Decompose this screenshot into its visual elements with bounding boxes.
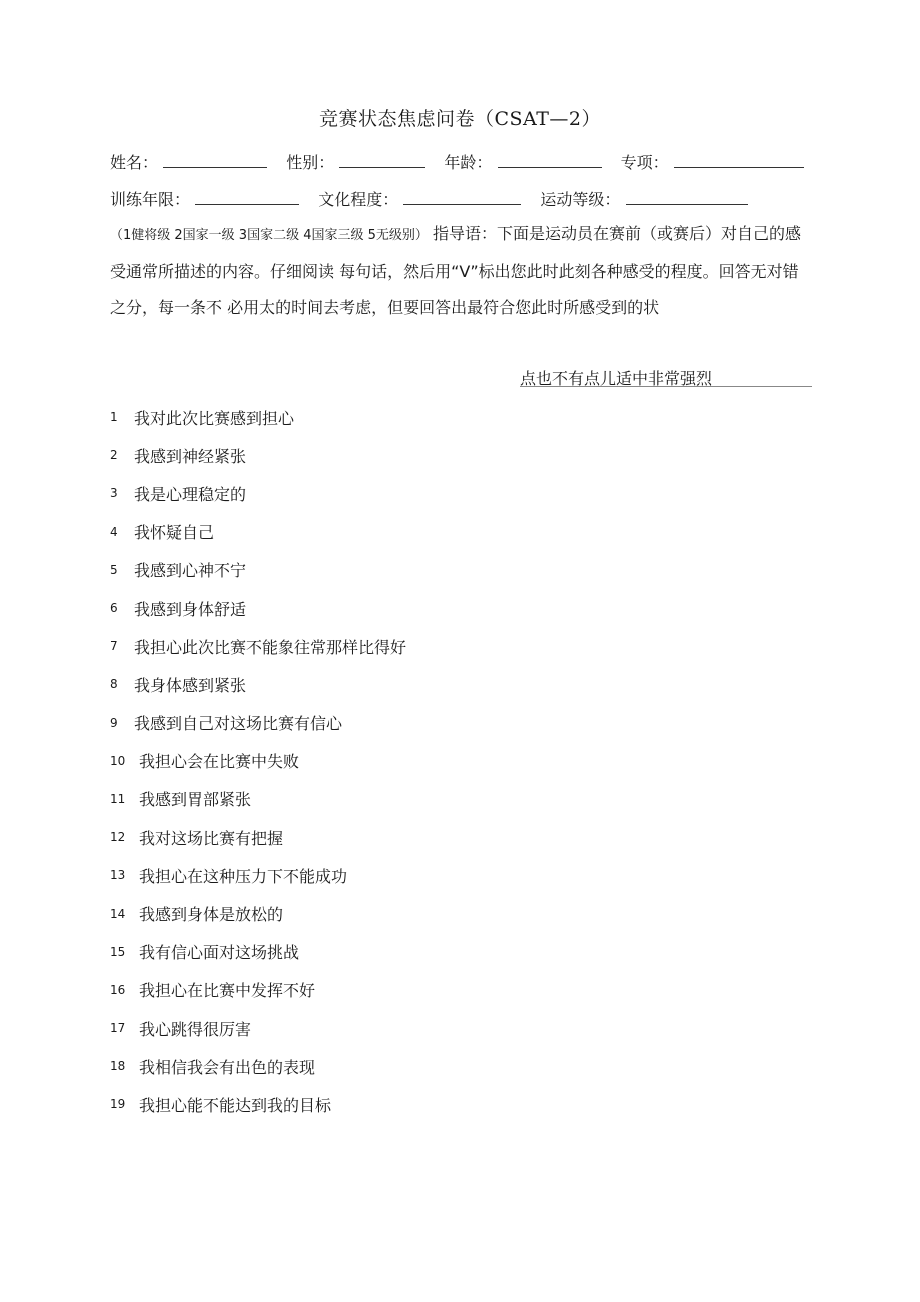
gender-label: 性别： [286,153,335,172]
item-text: 我身体感到紧张 [134,675,247,695]
item-number: 6 [110,601,118,616]
item-text: 我相信我会有出色的表现 [139,1057,316,1077]
item-text: 我担心会在比赛中失败 [139,752,300,772]
scale-underline [520,386,812,387]
item-text: 我担心能不能达到我的目标 [139,1095,332,1115]
list-item[interactable] [110,818,406,856]
specialty-field[interactable] [674,153,804,168]
item-number: 1 [110,410,118,425]
list-item[interactable] [110,436,406,474]
item-text: 我对此次比赛感到担心 [134,408,295,428]
education-field[interactable] [403,190,521,205]
item-text: 我是心理稳定的 [134,484,247,504]
list-item[interactable] [110,1085,406,1123]
item-text: 我感到神经紧张 [134,446,247,466]
sport-grade-field[interactable] [626,190,748,205]
item-text: 我感到身体是放松的 [139,905,284,925]
item-text: 我感到自己对这场比赛有信心 [134,714,343,734]
item-number: 16 [110,982,126,997]
item-number: 4 [110,524,118,539]
item-number: 12 [110,830,126,845]
grade-options: （1健将级 2国家一级 3国家二级 4国家三级 5无级别） [110,228,428,243]
item-text: 我担心此次比赛不能象往常那样比得好 [134,637,407,657]
age-field[interactable] [498,153,602,168]
list-item[interactable] [110,894,406,932]
item-number: 7 [110,639,118,654]
list-item[interactable] [110,513,406,551]
list-item[interactable] [110,780,406,818]
item-text: 我担心在这种压力下不能成功 [139,866,348,886]
item-text: 我担心在比赛中发挥不好 [139,981,316,1001]
instructions [110,216,810,326]
scale-header: 点也不有点儿适中非常强烈 [520,369,713,388]
list-item[interactable] [110,589,406,627]
info-row-1 [110,150,804,173]
item-text: 我怀疑自己 [134,523,215,543]
list-item[interactable] [110,474,406,512]
sport-grade-label: 运动等级： [540,190,621,209]
list-item[interactable] [110,933,406,971]
list-item[interactable] [110,742,406,780]
list-item[interactable] [110,1009,406,1047]
page-title: 竞赛状态焦虑问卷（CSAT—2） [319,108,601,130]
name-field[interactable] [163,153,267,168]
item-text: 我感到心神不宁 [134,561,247,581]
specialty-label: 专项： [620,153,669,172]
list-item[interactable] [110,1047,406,1085]
list-item[interactable] [110,627,406,665]
item-text: 我有信心面对这场挑战 [139,943,300,963]
item-text: 我心跳得很厉害 [139,1019,252,1039]
item-number: 14 [110,906,126,921]
age-label: 年龄： [444,153,493,172]
item-number: 5 [110,562,118,577]
item-number: 3 [110,486,118,501]
item-number: 2 [110,448,118,463]
gender-field[interactable] [339,153,425,168]
list-item[interactable] [110,704,406,742]
list-item[interactable] [110,971,406,1009]
training-years-field[interactable] [195,190,299,205]
item-number: 15 [110,944,126,959]
item-number: 18 [110,1059,126,1074]
training-years-label: 训练年限： [110,190,191,209]
list-item[interactable] [110,551,406,589]
education-label: 文化程度： [318,190,399,209]
guide-text: 指导语：下面是运动员在赛前（或赛后）对自己的感受通常所描述的内容。仔细阅读 每句话，然后用“V”标出您此时此刻各种感受的程度。回答无对错之分，每一条不 必用太的时间去考虑，但要回答出最符合您此时所感受到的状 [110,224,801,317]
item-number: 10 [110,753,126,768]
item-number: 19 [110,1097,126,1112]
item-text: 我对这场比赛有把握 [139,828,284,848]
item-number: 17 [110,1021,126,1036]
info-row-2 [110,187,748,210]
item-number: 9 [110,715,118,730]
list-item[interactable] [110,398,406,436]
item-text: 我感到胃部紧张 [139,790,252,810]
item-number: 13 [110,868,126,883]
item-list [110,398,406,1124]
item-number: 11 [110,791,126,806]
name-label: 姓名： [110,153,159,172]
list-item[interactable] [110,665,406,703]
list-item[interactable] [110,856,406,894]
item-number: 8 [110,677,118,692]
item-text: 我感到身体舒适 [134,599,247,619]
